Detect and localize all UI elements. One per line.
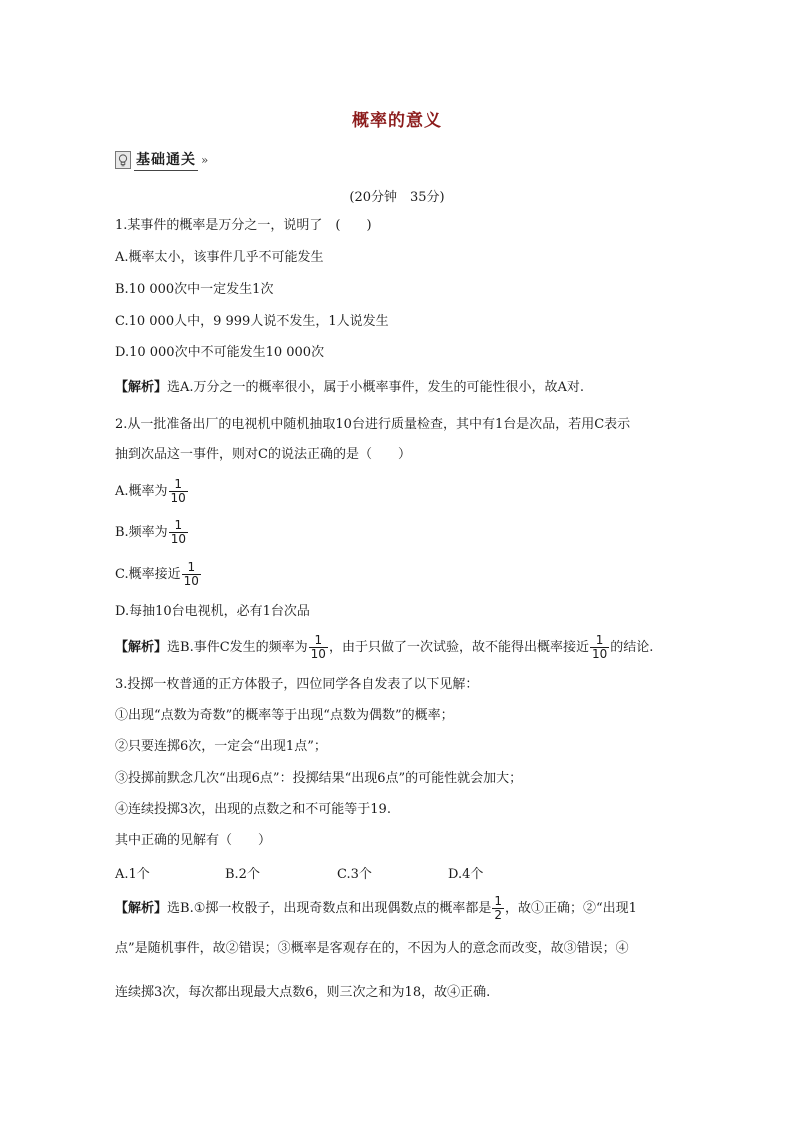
fraction-denominator: 2 <box>494 908 502 922</box>
q3-solution-text-1: 选B.①掷一枚骰子，出现奇数点和出现偶数点的概率都是 <box>167 901 492 916</box>
q3-option-a: A.1个 <box>115 867 150 882</box>
q3-view-1: ①出现“点数为奇数”的概率等于出现“点数为偶数”的概率； <box>115 708 454 723</box>
q2-option-a <box>115 476 189 508</box>
fraction-denominator: 10 <box>591 647 608 661</box>
solution-tag: 【解析】 <box>115 640 168 655</box>
q3-solution-line2: 点”是随机事件，故②错误；③概率是客观存在的，不因为人的意念而改变，故③错误；④ <box>115 941 629 956</box>
q1-option-c: C.10 000人中，9 999人说不发生，1人说发生 <box>115 314 389 329</box>
fraction <box>590 634 609 661</box>
solution-tag: 【解析】 <box>115 380 168 395</box>
q2-solution-text-1: 选B.事件C发生的频率为 <box>167 640 308 655</box>
fraction-numerator: 1 <box>494 894 502 908</box>
fraction <box>492 895 504 922</box>
time-note: (20分钟 35分) <box>349 190 445 205</box>
q2-option-d: D.每抽10台电视机，必有1台次品 <box>115 604 310 619</box>
q2-option-c-text: C.概率接近 <box>115 567 181 582</box>
q2-solution-text-3: 的结论. <box>610 640 654 655</box>
q1-solution-text: 选A.万分之一的概率很小，属于小概率事件，发生的可能性很小，故A对. <box>167 380 585 395</box>
fraction-numerator: 1 <box>314 633 323 647</box>
q3-option-b: B.2个 <box>225 867 260 882</box>
fraction <box>309 634 328 661</box>
q3-ask: 其中正确的见解有（ ） <box>115 833 272 848</box>
q3-option-c: C.3个 <box>337 867 372 882</box>
q3-options <box>115 863 535 881</box>
fraction <box>169 519 188 546</box>
q3-view-3: ③投掷前默念几次“出现6点”：投掷结果“出现6点”的可能性就会加大； <box>115 771 523 786</box>
q2-stem-line1: 2.从一批准备出厂的电视机中随机抽取10台进行质量检查，其中有1台是次品，若用C表示 <box>115 417 631 432</box>
q3-view-4: ④连续投掷3次，出现的点数之和不可能等于19. <box>115 802 391 817</box>
q2-option-b-text: B.频率为 <box>115 525 168 540</box>
q2-solution-text-2: ，由于只做了一次试验，故不能得出概率接近 <box>328 640 589 655</box>
q3-stem: 3.投掷一枚普通的正方体骰子，四位同学各自发表了以下见解： <box>115 677 479 692</box>
lightbulb-icon <box>115 151 131 169</box>
q1-solution <box>115 379 584 397</box>
fraction <box>182 561 201 588</box>
q1-option-d: D.10 000次中不可能发生10 000次 <box>115 345 325 360</box>
fraction-denominator: 10 <box>170 532 186 546</box>
q2-solution <box>115 632 653 664</box>
q3-solution-line1 <box>115 893 637 925</box>
q3-view-2: ②只要连掷6次，一定会“出现1点”； <box>115 739 327 754</box>
q2-option-c <box>115 559 202 591</box>
solution-tag: 【解析】 <box>115 901 168 916</box>
fraction <box>169 478 188 505</box>
q1-option-b: B.10 000次中一定发生1次 <box>115 282 274 297</box>
q2-option-a-text: A.概率为 <box>115 484 168 499</box>
fraction-denominator: 10 <box>310 647 326 661</box>
fraction-numerator: 1 <box>187 560 196 574</box>
page-title: 概率的意义 <box>352 111 442 131</box>
q2-option-b <box>115 517 189 549</box>
q1-option-a: A.概率太小，该事件几乎不可能发生 <box>115 250 324 265</box>
fraction-numerator: 1 <box>174 518 183 532</box>
fraction-numerator: 1 <box>174 477 182 491</box>
fraction-numerator: 1 <box>595 633 604 647</box>
q3-option-d: D.4个 <box>448 867 484 882</box>
double-chevron-icon: » <box>201 153 209 167</box>
q3-solution-text-1b: ，故①正确；②“出现1 <box>505 901 637 916</box>
fraction-denominator: 10 <box>170 491 186 505</box>
fraction-denominator: 10 <box>183 574 199 588</box>
section-label: 基础通关 <box>134 149 198 171</box>
section-header <box>115 150 208 170</box>
q2-stem-line2: 抽到次品这一事件，则对C的说法正确的是（ ） <box>115 447 411 462</box>
q1-stem: 1.某事件的概率是万分之一，说明了 ( ) <box>115 218 372 233</box>
q3-solution-line3: 连续掷3次，每次都出现最大点数6，则三次之和为18，故④正确. <box>115 985 491 1000</box>
